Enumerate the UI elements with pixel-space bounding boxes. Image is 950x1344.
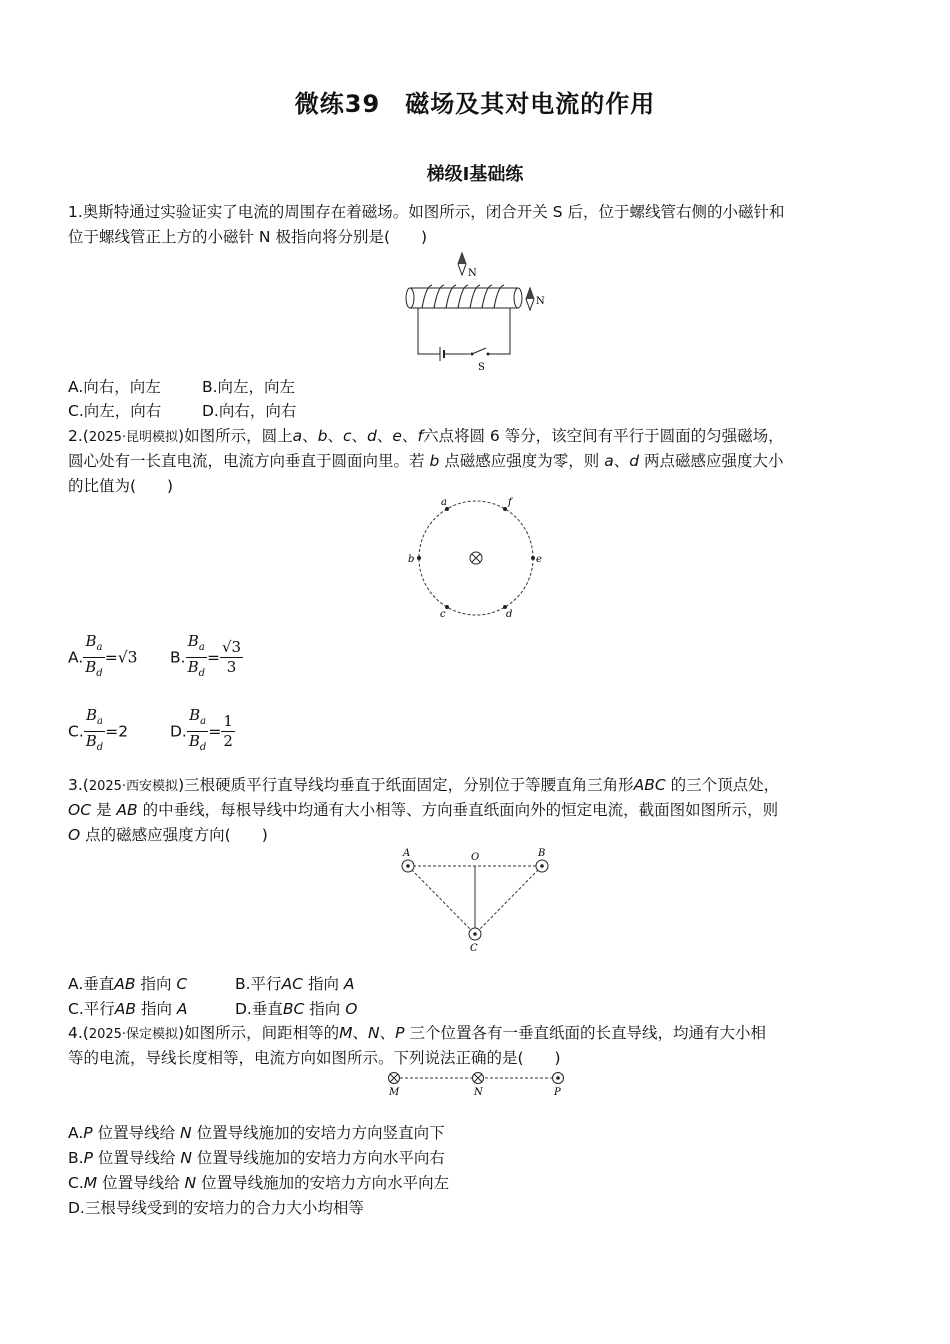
q4-stem-line2: 等的电流，导线长度相等，电流方向如图所示。下列说法正确的是( ) [68,1049,561,1067]
q2-option-b[interactable]: B. $\frac{B_a}{B_d}$ = $\frac{√3}{3}$ [170,632,242,679]
q3-option-b[interactable]: B.平行AC 指向 A [235,975,355,993]
q1-fig-label-s: S [478,362,485,373]
q3-fig-label-c: C [470,943,478,954]
q1-option-b[interactable]: B.向左，向左 [202,378,296,396]
section-heading: 梯级Ⅰ基础练 [426,164,524,185]
q2-option-c[interactable]: C. $\frac{B_a}{B_d}$ =2 [68,706,129,753]
q1-stem-line1: 1.奥斯特通过实验证实了电流的周围存在着磁场。如图所示，闭合开关 S 后，位于螺线管右侧的小磁针和 [68,203,785,221]
q3-fig-label-o: O [471,852,480,863]
q4-option-d[interactable]: D.三根导线受到的安培力的合力大小均相等 [68,1199,364,1217]
q4-fig-label-m: M [389,1087,400,1098]
page-title: 微练39 磁场及其对电流的作用 [294,90,656,118]
q1-fig-label-n-top: N [468,268,477,279]
q3-stem-line3: O 点的磁感应强度方向( ) [68,826,268,844]
q4-fig-label-n: N [474,1087,483,1098]
q2-fig-label-e: e [536,554,542,565]
q3-fig-label-a: A [403,848,411,859]
q3-source-tag: 2025·西安模拟 [88,779,179,794]
q2-fig-label-b: b [408,554,415,565]
q4-wires-figure [380,1068,570,1098]
q3-stem-line1: 3.(2025·西安模拟)三根硬质平行直导线均垂直于纸面固定，分别位于等腰直角三角形ABC 的三个顶点处， [68,776,780,794]
q2-stem-line3: 的比值为( ) [68,477,174,495]
q3-triangle-figure [395,845,560,957]
q1-stem-line2: 位于螺线管正上方的小磁针 N 极指向将分别是( ) [68,228,428,246]
q1-option-a[interactable]: A.向右，向左 [68,378,161,396]
q2-circle-figure [400,495,550,620]
q4-source-tag: 2025·保定模拟 [88,1027,179,1042]
q4-stem-line1: 4.(2025·保定模拟)如图所示，间距相等的M、N、P 三个位置各有一垂直纸面的长直导线，均通有大小相 [68,1024,766,1042]
q1-option-d[interactable]: D.向右，向右 [202,402,297,420]
q4-option-a[interactable]: A.P 位置导线给 N 位置导线施加的安培力方向竖直向下 [68,1124,445,1142]
q1-solenoid-figure [400,250,560,375]
q4-option-c[interactable]: C.M 位置导线给 N 位置导线施加的安培力方向水平向左 [68,1174,450,1192]
q2-source-tag: 2025·昆明模拟 [88,430,179,445]
q2-option-d[interactable]: D. $\frac{B_a}{B_d}$ = $\frac{1}{2}$ [170,706,233,753]
q3-option-c[interactable]: C.平行AB 指向 A [68,1000,188,1018]
q2-stem-line2: 圆心处有一长直电流，电流方向垂直于圆面向里。若 b 点磁感应强度为零，则 a、d 两点磁感应强度大小 [68,452,784,470]
q3-option-d[interactable]: D.垂直BC 指向 O [235,1000,358,1018]
q2-option-a[interactable]: A. $\frac{B_a}{B_d}$ =√3 [68,632,138,679]
q2-stem-line1: 2.(2025·昆明模拟)如图所示，圆上a、b、c、d、e、f六点将圆 6 等分，该空间有平行于圆面的匀强磁场， [68,427,784,445]
q4-fig-label-p: P [554,1087,561,1098]
q1-fig-label-n-right: N [536,296,545,307]
q2-fig-label-f: f [508,497,512,508]
q3-option-a[interactable]: A.垂直AB 指向 C [68,975,188,993]
q3-fig-label-b: B [538,848,546,859]
q1-option-c[interactable]: C.向左，向右 [68,402,162,420]
q2-fig-label-d: d [506,609,513,620]
q2-fig-label-c: c [440,609,446,620]
q3-stem-line2: OC 是 AB 的中垂线，每根导线中均通有大小相等、方向垂直纸面向外的恒定电流，截面图如图所示，则 [68,801,779,819]
q4-option-b[interactable]: B.P 位置导线给 N 位置导线施加的安培力方向水平向右 [68,1149,445,1167]
q2-fig-label-a: a [441,497,447,508]
